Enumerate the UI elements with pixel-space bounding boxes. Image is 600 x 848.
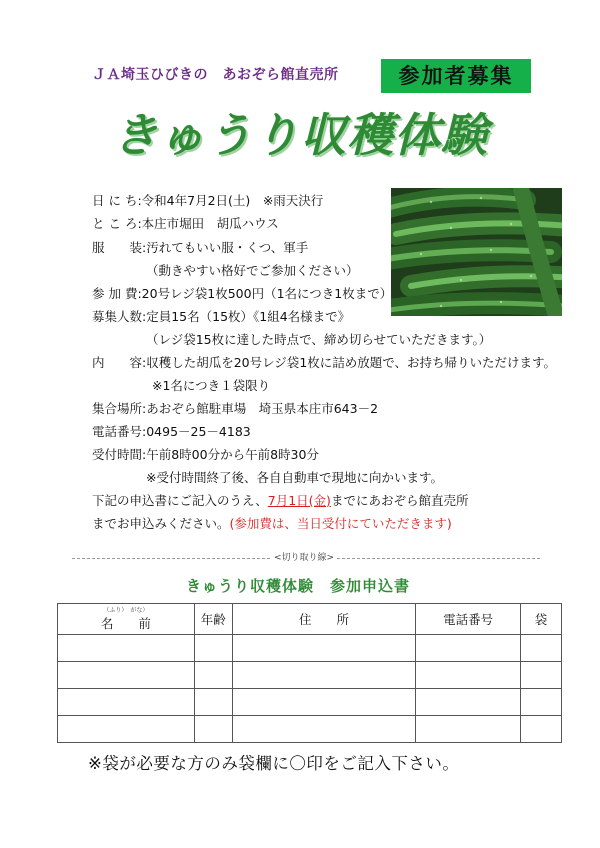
apply-line-2 [92,514,452,532]
address-cell[interactable] [232,662,416,689]
phone-cell[interactable] [416,689,521,716]
clothes-value: 汚れてもいい服・くつ、軍手 [146,240,309,255]
meeting-label: 集合場所: [92,401,147,416]
capacity-label: 募集人数: [92,309,147,324]
capacity-note: （レジ袋15枚に達した時点で、締め切らせていただきます。） [146,332,492,347]
bag-header: 袋 [521,604,562,635]
apply-deadline: 7月1日(金) [267,493,331,508]
page-title: きゅうり収穫体験 [112,108,488,162]
clothes-label: 服 装: [92,240,147,255]
bag-cell[interactable] [521,662,562,689]
recruitment-badge: 参加者募集 [381,59,531,93]
phone-label: 電話番号: [92,424,147,439]
reception-note: ※受付時間終了後、各自自動車で現地に向かいます。 [146,470,443,485]
reception-value: 午前8時00分から午前8時30分 [146,447,319,462]
date-row [92,191,323,209]
bag-note: ※袋が必要な方のみ袋欄に〇印をご記入下さい。 [88,754,460,773]
form-entry-row[interactable] [58,662,562,689]
apply-fee-note: (参加費は、当日受付にていただきます) [229,516,452,531]
phone-cell[interactable] [416,635,521,662]
name-ruby: （ふり） がな） [103,606,149,614]
meeting-row [92,399,378,417]
organization-name: ＪＡ埼玉ひびきの あおぞら館直売所 [92,67,339,83]
apply-line-1 [92,491,468,509]
address-cell[interactable] [232,635,416,662]
place-value: 本庄市堀田 胡瓜ハウス [141,216,279,231]
date-label: 日 に ち: [92,193,142,208]
content-note: ※1名につき１袋限り [152,378,271,393]
bag-cell[interactable] [521,716,562,743]
phone-cell[interactable] [416,662,521,689]
fee-row [92,284,392,302]
form-header-row [58,604,562,635]
date-value: 令和4年7月2日(土) [141,193,251,208]
meeting-value: あおぞら館駐車場 埼玉県本庄市643－2 [146,401,379,416]
cut-line-label: <切り取り線> [272,550,336,563]
content-value: 収穫した胡瓜を20号レジ袋1枚に詰め放題で、お持ち帰りいただけます。 [146,355,557,370]
age-cell[interactable] [194,716,232,743]
bag-cell[interactable] [521,635,562,662]
age-header: 年齢 [194,604,232,635]
form-title: きゅうり収穫体験 参加申込書 [186,577,411,595]
capacity-row [92,307,350,325]
phone-header: 電話番号 [416,604,521,635]
name-header: （ふり） がな） 名 前 [58,604,195,635]
address-cell[interactable] [232,689,416,716]
form-entry-row[interactable] [58,716,562,743]
phone-row [92,422,251,440]
application-form-table [57,603,562,743]
address-cell[interactable] [232,716,416,743]
phone-cell[interactable] [416,716,521,743]
fee-label: 参 加 費: [92,286,142,301]
apply-text-a: 下記の申込書にご記入のうえ、 [92,493,268,508]
place-row [92,214,279,232]
age-cell[interactable] [194,635,232,662]
fee-value: 20号レジ袋1枚500円（1名につき1枚まで） [141,286,393,301]
cucumber-photo [391,188,562,316]
clothes-note: （動きやすい格好でご参加ください） [146,263,359,278]
name-cell[interactable] [58,635,195,662]
name-cell[interactable] [58,716,195,743]
bag-cell[interactable] [521,689,562,716]
clothes-row [92,238,308,256]
apply-text-c: までお申込みください。 [92,516,230,531]
reception-label: 受付時間: [92,447,147,462]
content-label: 内 容: [92,355,147,370]
age-cell[interactable] [194,689,232,716]
reception-row [92,445,319,463]
name-cell[interactable] [58,662,195,689]
address-header: 住 所 [232,604,416,635]
apply-text-b: までにあおぞら館直売所 [330,493,469,508]
phone-value: 0495－25－4183 [146,424,251,439]
age-cell[interactable] [194,662,232,689]
form-entry-row[interactable] [58,635,562,662]
name-cell[interactable] [58,689,195,716]
capacity-value: 定員15名（15枚）《1組4名様まで》 [146,309,351,324]
date-note: ※雨天決行 [262,193,324,208]
place-label: と こ ろ: [92,216,142,231]
content-row [92,353,556,371]
form-entry-row[interactable] [58,689,562,716]
